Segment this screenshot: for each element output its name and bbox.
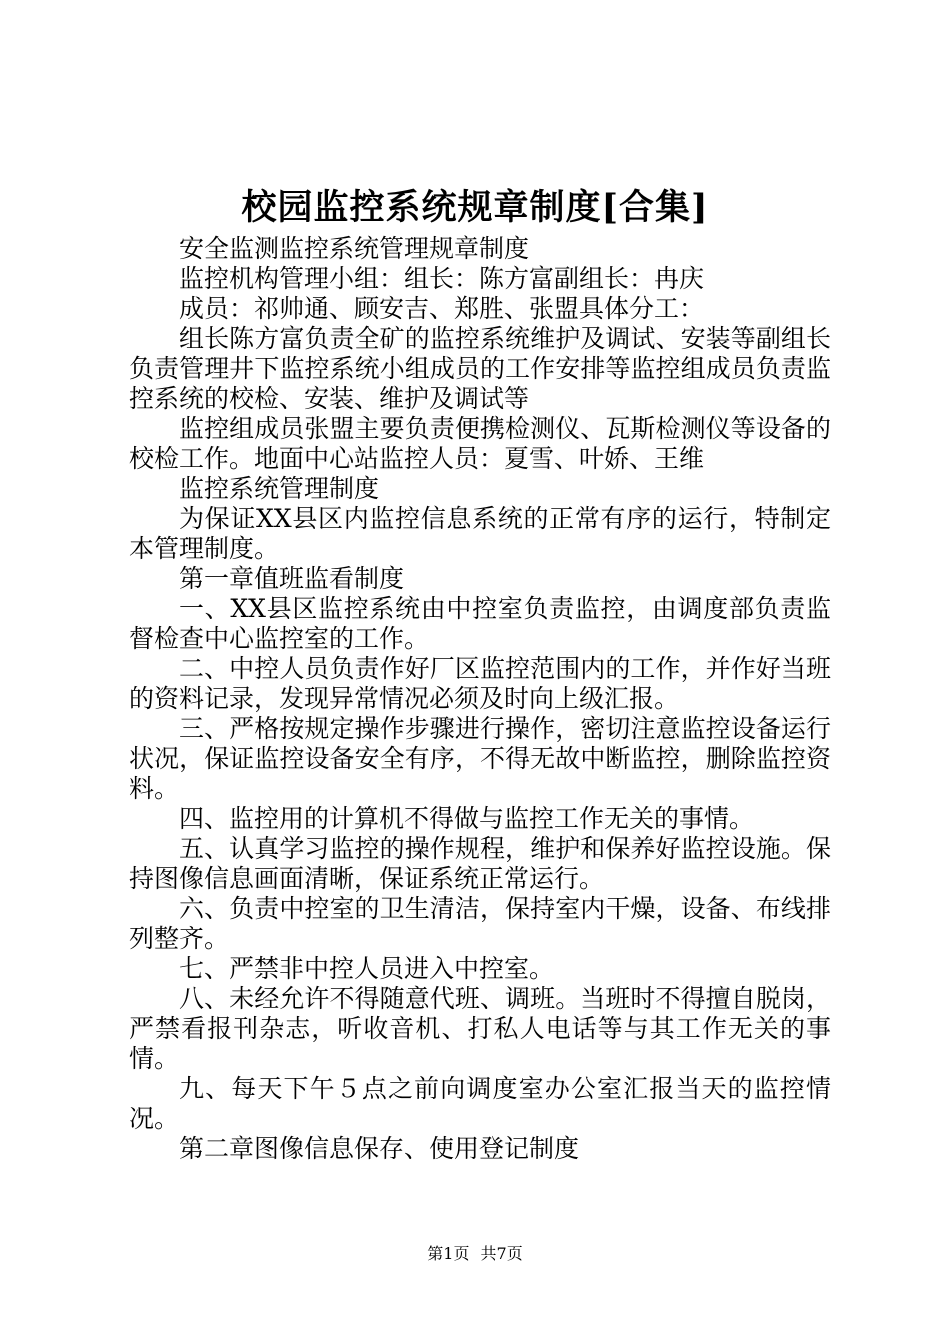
paragraph: 监控系统管理制度	[179, 474, 380, 503]
document-body	[129, 234, 831, 1164]
paragraph: 一、XX县区监控系统由中控室负责监控，由调度部负责监督检查中心监控室的工作。	[129, 594, 831, 653]
paragraph: 四、监控用的计算机不得做与监控工作无关的事情。	[179, 804, 755, 833]
paragraph: 组长陈方富负责全矿的监控系统维护及调试、安装等副组长负责管理井下监控系统小组成员的工作安排等监控组成员负责监控系统的校检、安装、维护及调试等	[129, 324, 831, 413]
page-number: 第1页	[427, 1244, 470, 1263]
document-title: 校园监控系统规章制度[合集]	[241, 187, 709, 228]
paragraph: 九、每天下午５点之前向调度室办公室汇报当天的监控情况。	[129, 1074, 831, 1133]
paragraph: 为保证XX县区内监控信息系统的正常有序的运行，特制定本管理制度。	[129, 504, 831, 563]
paragraph: 七、严禁非中控人员进入中控室。	[179, 954, 555, 983]
paragraph: 监控组成员张盟主要负责便携检测仪、瓦斯检测仪等设备的校检工作。地面中心站监控人员：夏雪、叶娇、王维	[129, 414, 831, 473]
paragraph: 三、严格按规定操作步骤进行操作，密切注意监控设备运行状况，保证监控设备安全有序，不得无故中断监控，删除监控资料。	[129, 714, 831, 803]
paragraph: 第一章值班监看制度	[179, 564, 405, 593]
paragraph: 六、负责中控室的卫生清洁，保持室内干燥，设备、布线排列整齐。	[129, 894, 831, 953]
paragraph: 八、未经允许不得随意代班、调班。当班时不得擅自脱岗，严禁看报刊杂志，听收音机、打私人电话等与其工作无关的事情。	[129, 984, 831, 1073]
paragraph: 安全监测监控系统管理规章制度	[179, 234, 530, 263]
paragraph: 二、中控人员负责作好厂区监控范围内的工作，并作好当班的资料记录，发现异常情况必须及时向上级汇报。	[129, 654, 831, 713]
page-footer	[0, 1243, 950, 1265]
paragraph: 成员：祁帅通、顾安吉、郑胜、张盟具体分工：	[179, 294, 705, 323]
paragraph: 第二章图像信息保存、使用登记制度	[179, 1134, 580, 1163]
paragraph: 监控机构管理小组：组长：陈方富副组长：冉庆	[179, 264, 705, 293]
page-total: 共7页	[480, 1244, 523, 1263]
paragraph: 五、认真学习监控的操作规程，维护和保养好监控设施。保持图像信息画面清晰，保证系统正常运行。	[129, 834, 831, 893]
